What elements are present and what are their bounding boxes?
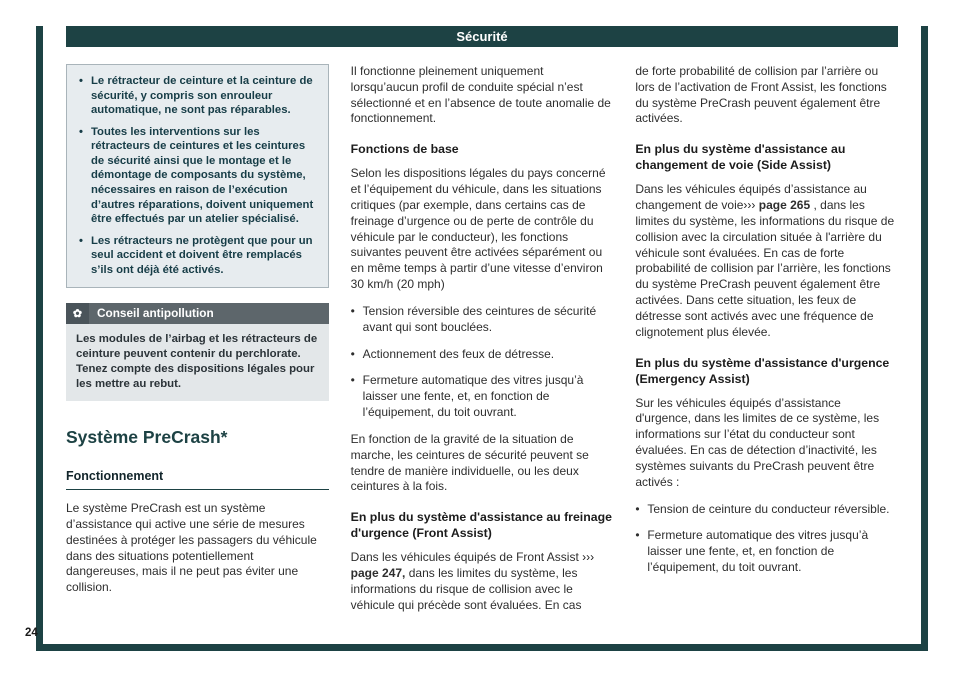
- left-column: [66, 64, 329, 624]
- paragraph: [635, 182, 898, 340]
- paragraph-text: , dans les limites du système, les informations du risque de collision avec la circulation située à l'arrière du véhicule sont évaluées. En cas de forte probabilité de collision par l’arrière, les fonctions du système PreCrash peuvent également être activées. Dans cette situation, les feux de détresse sont activés avec une fréquence de clignotement plus élevée.: [635, 198, 895, 339]
- paragraph: Selon les dispositions légales du pays concerné et l’équipement du véhicule, dans les situations critiques (par exemple, dans certains cas de freinage d’urgence ou de perte de contrôle du véhicule par le conducteur), les fonctions suivantes peuvent être activées séparément ou en même temps à partir d’une vitesse d’environ 30 km/h (20 mph): [350, 166, 606, 292]
- heading-front-assist: En plus du système d'assistance au freinage d'urgence (Front Assist): [350, 510, 612, 541]
- paragraph: de forte probabilité de collision par l’arrière ou lors de l’activation de Front Assist, les fonctions du système PreCrash peuvent également être activées.: [635, 64, 887, 126]
- page-reference-247: page 247,: [350, 566, 406, 580]
- paragraph-text: Dans les véhicules équipés de Front Assist: [350, 550, 579, 565]
- page-reference-265: page 265: [758, 198, 811, 213]
- paragraph: En fonction de la gravité de la situation de marche, les ceintures de sécurité peuvent se tendre de manière individuelle, ou les deux ceintures à la fois.: [350, 431, 589, 494]
- antipollution-tip-box: [66, 303, 329, 400]
- section-title-systeme-precrash: Système PreCrash*: [66, 426, 228, 447]
- right-column: [635, 64, 898, 624]
- bullet-item: • Fermeture automatique des vitres jusqu’à laisser une fente, et, en fonction de l’équipement, du toit ouvrant.: [351, 373, 614, 420]
- warning-item: • Le rétracteur de ceinture et la ceinture de sécurité, y compris son enrouleur automatique, ne sont pas réparables.: [78, 74, 317, 118]
- heading-side-assist: En plus du système d'assistance au changement de voie (Side Assist): [635, 142, 846, 173]
- bullet-item: • Tension réversible des ceintures de sécurité avant qui sont bouclées.: [351, 304, 614, 336]
- warning-box: [66, 64, 329, 288]
- paragraph: Le système PreCrash est un système d’assistance qui active une série de mesures destinées à protéger les passagers du véhicule dans des situations potentiellement dangereuses, mais il ne peut pas éviter une collision.: [66, 501, 317, 595]
- antipollution-icon: ✿: [66, 303, 89, 324]
- middle-column: [351, 64, 614, 624]
- paragraph: Il fonctionne pleinement uniquement lorsqu’aucun profil de conduite spécial n’est sélectionné et en l’absence de toute anomalie de fonctionnement.: [350, 64, 611, 126]
- heading-emergency-assist: En plus du système d'assistance d'urgence (Emergency Assist): [635, 355, 890, 386]
- page-number: 24: [25, 627, 38, 639]
- reference-arrows-icon: ›››: [582, 550, 595, 565]
- tip-header: [66, 303, 329, 324]
- subsection-title-fonctionnement: Fonctionnement: [66, 468, 329, 491]
- frame-left-bar: [36, 26, 43, 651]
- frame-right-bar: [921, 26, 928, 651]
- bullet-item: • Fermeture automatique des vitres jusqu’à laisser une fente, et, en fonction de l’équipement, du toit ouvrant.: [635, 528, 898, 575]
- paragraph-text: dans les limites du système, les informations du risque de collision avec le véhicule qui précède sont évaluées. En cas: [350, 566, 582, 612]
- bullet-item: • Actionnement des feux de détresse.: [351, 347, 614, 363]
- page-title: Sécurité: [456, 29, 508, 44]
- paragraph: Sur les véhicules équipés d’assistance d'urgence, dans les limites de ce système, les informations sur l’état du conducteur sont évaluées. En cas de détection d’inactivité, les systèmes suivants du PreCrash peuvent être activés :: [635, 395, 880, 489]
- header-bar: [66, 26, 898, 47]
- paragraph-text: Dans les véhicules équipés d’assistance au changement de voie: [635, 182, 867, 213]
- reference-arrows-icon: ›››: [743, 198, 756, 213]
- warning-item: • Les rétracteurs ne protègent que pour un seul accident et doivent être remplacés s’ils ont déjà été activés.: [78, 234, 317, 278]
- paragraph: [351, 550, 614, 613]
- bullet-item: • Tension de ceinture du conducteur réversible.: [635, 502, 898, 518]
- heading-fonctions-de-base: Fonctions de base: [350, 142, 459, 157]
- tip-title: Conseil antipollution: [97, 306, 214, 321]
- content-columns: [66, 64, 898, 624]
- warning-item: • Toutes les interventions sur les rétracteurs de ceintures et les ceintures de sécurité ainsi que le montage et le démontage de composants du système, nécessaires en raison de l’exécution d’autres réparations, doivent uniquement être effectués par un atelier spécialisé.: [78, 125, 317, 227]
- tip-body: Les modules de l’airbag et les rétracteurs de ceinture peuvent contenir du perchlorate. Tenez compte des dispositions légales pour les mettre au rebut.: [66, 324, 329, 400]
- frame-bottom-bar: [36, 644, 928, 651]
